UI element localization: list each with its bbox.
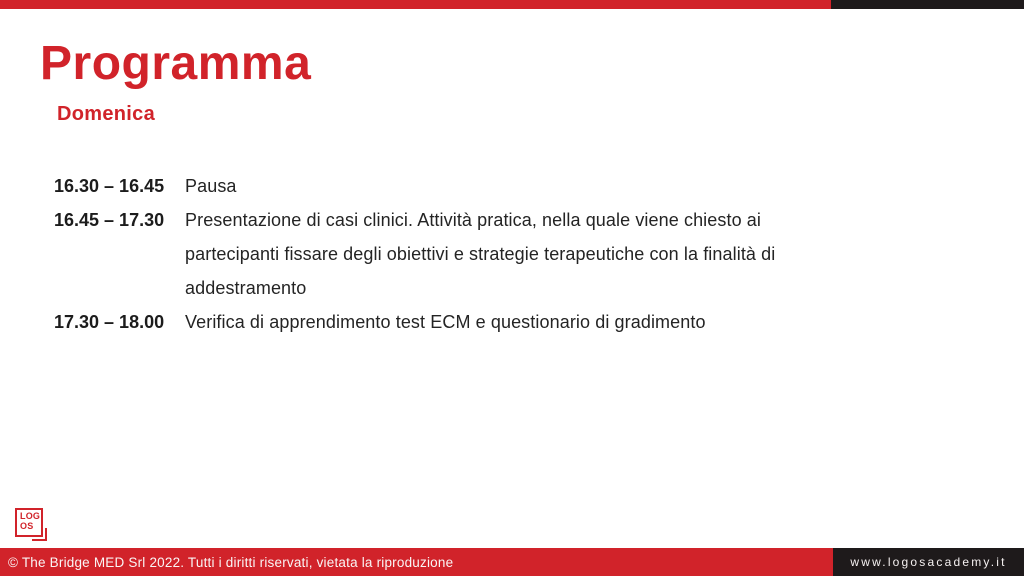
description-line: Verifica di apprendimento test ECM e questionario di gradimento [185,312,706,332]
day-subtitle: Domenica [57,103,155,125]
description-line: Presentazione di casi clinici. Attività pratica, nella quale viene chiesto ai [185,210,762,230]
copyright-text: © The Bridge MED Srl 2022. Tutti i diritti riservati, vietata la riproduzione [8,554,454,570]
website-link[interactable]: www.logosacademy.it [850,555,1007,569]
activity-description [185,169,954,203]
page-title: Programma [40,37,312,90]
top-accent-bar [0,0,1024,9]
footer-bar [0,548,1024,576]
footer-red-segment [0,548,833,576]
description-line: Pausa [185,176,237,196]
schedule-row [54,169,954,203]
logos-logo-line2: OS [20,520,34,531]
logos-logo-line1: LOG [20,511,41,521]
description-line: partecipanti fissare degli obiettivi e strategie terapeutiche con la finalità di [185,244,776,264]
logo-corner-bracket [32,528,47,541]
footer-black-segment [833,548,1024,576]
activity-description [185,305,954,339]
schedule-list [54,169,954,339]
time-label: 17.30 – 18.00 [54,312,165,332]
time-label: 16.30 – 16.45 [54,176,165,196]
top-bar-black-segment [831,0,1024,9]
description-line: addestramento [185,278,307,298]
schedule-row [54,305,954,339]
logos-logo [15,508,43,537]
time-label: 16.45 – 17.30 [54,210,165,230]
top-bar-red-segment [0,0,831,9]
activity-description [185,203,954,305]
schedule-row [54,203,954,305]
